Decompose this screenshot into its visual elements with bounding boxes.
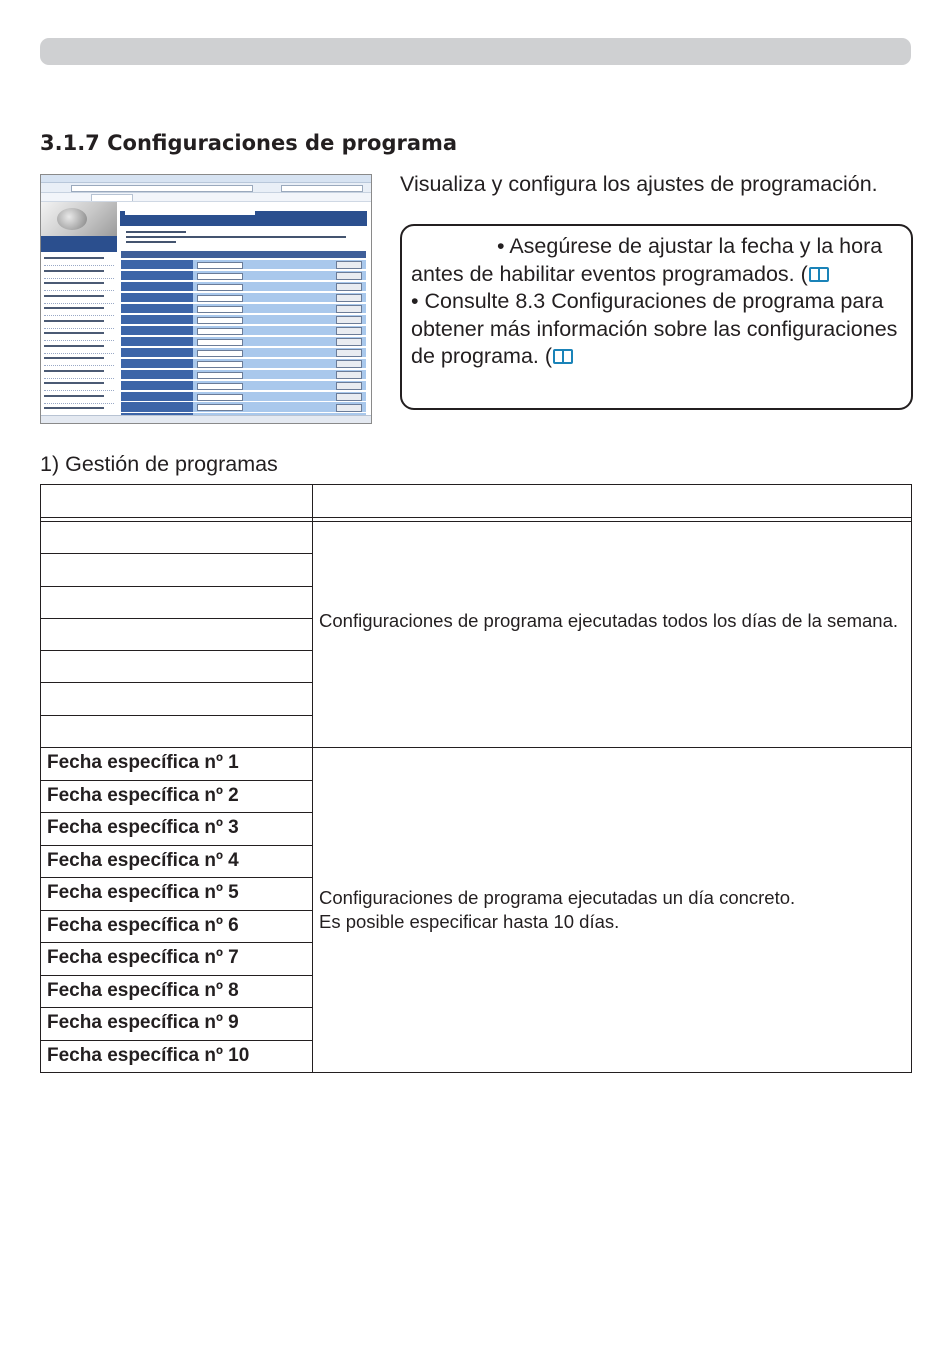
schedule-table bbox=[40, 484, 912, 1073]
web-table-row bbox=[121, 271, 366, 280]
screenshot-thumbnail bbox=[40, 174, 372, 424]
web-table-row bbox=[121, 348, 366, 357]
specific-date-row-label: Fecha específica nº 10 bbox=[47, 1045, 250, 1066]
web-table-row bbox=[121, 381, 366, 390]
browser-status-bar bbox=[41, 415, 371, 423]
web-table-row bbox=[121, 282, 366, 291]
web-table-row bbox=[121, 326, 366, 335]
web-table-row bbox=[121, 315, 366, 324]
web-table-row bbox=[121, 260, 366, 269]
web-table-row bbox=[121, 370, 366, 379]
specific-date-row-label: Fecha específica nº 7 bbox=[47, 947, 239, 968]
web-table-rows bbox=[120, 260, 367, 423]
header-bar bbox=[40, 38, 911, 65]
web-table-row bbox=[121, 304, 366, 313]
intro-text: Visualiza y configura los ajustes de programación. bbox=[400, 172, 878, 196]
note-bullet-2: • Consulte 8.3 Configuraciones de programa para obtener más información sobre las configuraciones de programa. ( bbox=[411, 289, 898, 368]
specific-description: Configuraciones de programa ejecutadas un día concreto. Es posible especificar hasta 10 días. bbox=[319, 887, 796, 932]
weekly-description: Configuraciones de programa ejecutadas todos los días de la semana. bbox=[319, 610, 898, 631]
web-home-link bbox=[41, 236, 117, 252]
web-table-row bbox=[121, 293, 366, 302]
web-hero-image bbox=[41, 202, 117, 236]
section-title: 3.1.7 Configuraciones de programa bbox=[40, 131, 458, 155]
web-main-panel bbox=[120, 205, 367, 413]
specific-date-row-label: Fecha específica nº 9 bbox=[47, 1012, 239, 1033]
web-table-row bbox=[121, 392, 366, 401]
browser-address-bar bbox=[41, 183, 371, 193]
web-panel-description bbox=[120, 226, 367, 251]
browser-titlebar bbox=[41, 175, 371, 183]
web-table-row bbox=[121, 337, 366, 346]
note-bullet-1: • Asegúrese de ajustar la fecha y la hora antes de habilitar eventos programados. ( bbox=[411, 234, 883, 286]
browser-tab-bar bbox=[41, 193, 371, 202]
specific-date-row-label: Fecha específica nº 1 bbox=[47, 752, 239, 773]
web-panel-header bbox=[120, 211, 367, 226]
web-nav-list bbox=[41, 252, 117, 424]
specific-date-row-label: Fecha específica nº 3 bbox=[47, 817, 239, 838]
sub-heading: 1) Gestión de programas bbox=[40, 452, 278, 476]
web-table-row bbox=[121, 359, 366, 368]
book-icon bbox=[553, 349, 573, 364]
note-box bbox=[400, 224, 913, 410]
specific-date-row-label: Fecha específica nº 4 bbox=[47, 850, 239, 871]
book-icon bbox=[809, 267, 829, 282]
web-sidebar bbox=[41, 202, 117, 414]
web-table-row bbox=[121, 402, 366, 411]
specific-date-row-label: Fecha específica nº 6 bbox=[47, 915, 239, 936]
specific-date-row-label: Fecha específica nº 8 bbox=[47, 980, 239, 1001]
web-table-header bbox=[121, 251, 366, 258]
specific-date-row-label: Fecha específica nº 2 bbox=[47, 785, 239, 806]
specific-date-row-label: Fecha específica nº 5 bbox=[47, 882, 239, 903]
